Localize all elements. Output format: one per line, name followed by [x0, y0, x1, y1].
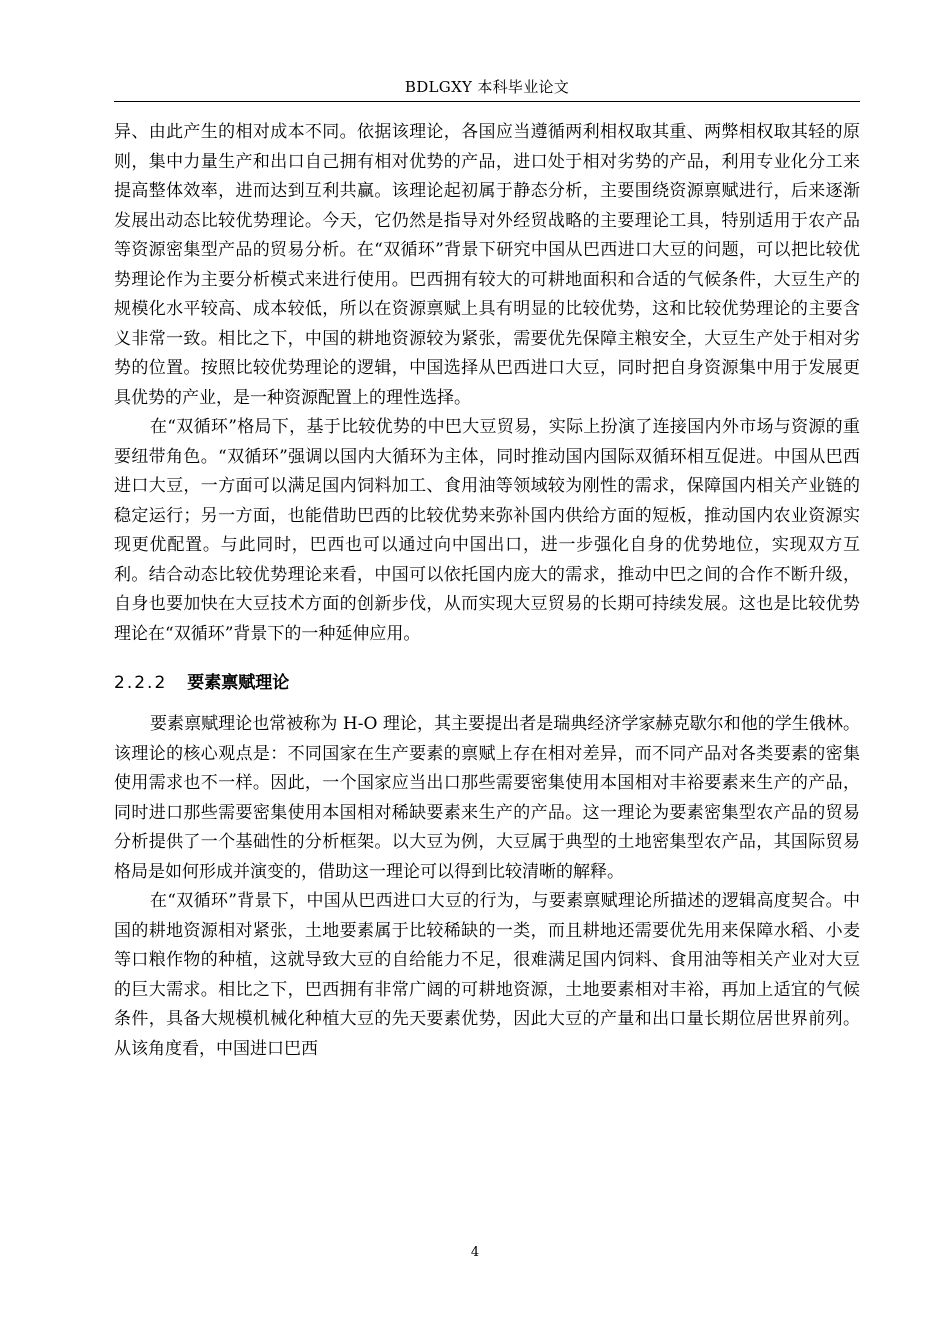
section-heading: [114, 669, 860, 697]
body-paragraph: 要素禀赋理论也常被称为 H-O 理论，其主要提出者是瑞典经济学家赫克歇尔和他的学生俄林。该理论的核心观点是：不同国家在生产要素的禀赋上存在相对差异，而不同产品对各类要素的密集使用需求也不一样。因此，一个国家应当出口那些需要密集使用本国相对丰裕要素来生产的产品，同时进口那些需要密集使用本国相对稀缺要素来生产的产品。这一理论为要素密集型农产品的贸易分析提供了一个基础性的分析框架。以大豆为例，大豆属于典型的土地密集型农产品，其国际贸易格局是如何形成并演变的，借助这一理论可以得到比较清晰的解释。: [114, 714, 860, 882]
header-divider: [114, 101, 860, 102]
body-paragraph: 在“双循环”格局下，基于比较优势的中巴大豆贸易，实际上扮演了连接国内外市场与资源的重要纽带角色。“双循环”强调以国内大循环为主体，同时推动国内国际双循环相互促进。中国从巴西进口大豆，一方面可以满足国内饲料加工、食用油等领域较为刚性的需求，保障国内相关产业链的稳定运行；另一方面，也能借助巴西的比较优势来弥补国内供给方面的短板，推动国内农业资源实现更优配置。与此同时，巴西也可以通过向中国出口，进一步强化自身的优势地位，实现双方互利。结合动态比较优势理论来看，中国可以依托国内庞大的需求，推动中巴之间的合作不断升级，自身也要加快在大豆技术方面的创新步伐，从而实现大豆贸易的长期可持续发展。这也是比较优势理论在“双循环”背景下的一种延伸应用。: [114, 417, 860, 644]
body-paragraph: 在“双循环”背景下，中国从巴西进口大豆的行为，与要素禀赋理论所描述的逻辑高度契合。中国的耕地资源相对紧张，土地要素属于比较稀缺的一类，而且耕地还需要优先用来保障水稻、小麦等口粮作物的种植，这就导致大豆的自给能力不足，很难满足国内饲料、食用油等相关产业对大豆的巨大需求。相比之下，巴西拥有非常广阔的可耕地资源，土地要素相对丰裕，再加上适宜的气候条件，具备大规模机械化种植大豆的先天要素优势，因此大豆的产量和出口量长期位居世界前列。从该角度看，中国进口巴西: [114, 891, 860, 1059]
page-header: BDLGXY 本科毕业论文: [404, 78, 570, 96]
section-number: 2.2.2: [114, 673, 168, 693]
body-paragraph: 异、由此产生的相对成本不同。依据该理论，各国应当遵循两利相权取其重、两弊相权取其轻的原则，集中力量生产和出口自己拥有相对优势的产品，进口处于相对劣势的产品，利用专业化分工来提高整体效率，进而达到互利共赢。该理论起初属于静态分析，主要围绕资源禀赋进行，后来逐渐发展出动态比较优势理论。今天，它仍然是指导对外经贸战略的主要理论工具，特别适用于农产品等资源密集型产品的贸易分析。在“双循环”背景下研究中国从巴西进口大豆的问题，可以把比较优势理论作为主要分析模式来进行使用。巴西拥有较大的可耕地面积和合适的气候条件，大豆生产的规模化水平较高、成本较低，所以在资源禀赋上具有明显的比较优势，这和比较优势理论的主要含义非常一致。相比之下，中国的耕地资源较为紧张，需要优先保障主粮安全，大豆生产处于相对劣势的位置。按照比较优势理论的逻辑，中国选择从巴西进口大豆，同时把自身资源集中用于发展更具优势的产业，是一种资源配置上的理性选择。: [114, 122, 860, 408]
page-number: 4: [470, 1245, 480, 1260]
document-body: [114, 118, 860, 1064]
section-title: 要素禀赋理论: [187, 673, 290, 693]
